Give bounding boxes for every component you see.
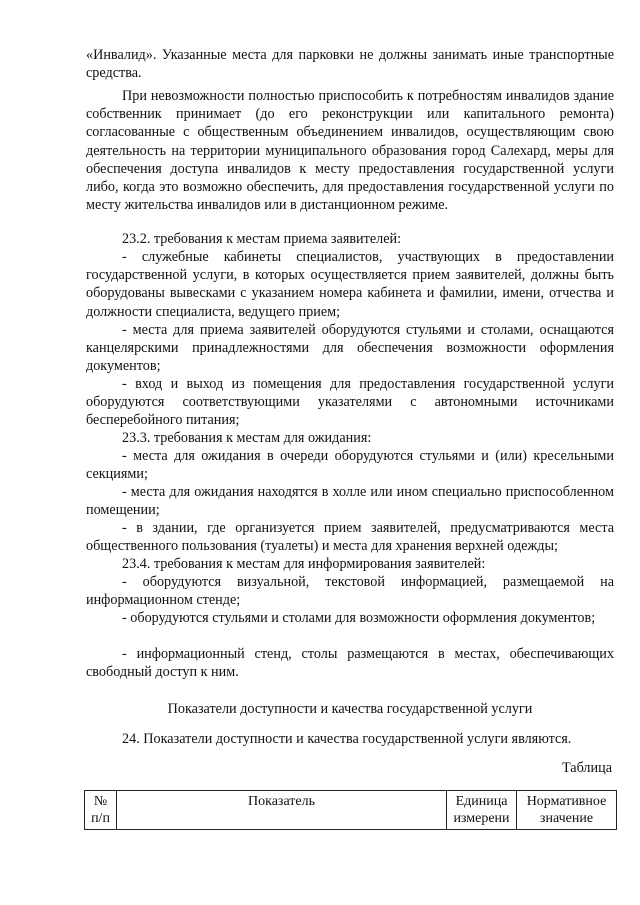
paragraph-reception-places: - места для приема заявителей оборудуются стульями и столами, оснащаются канцелярскими принадлежностями для обеспечения возможности оформления документов; [86,322,614,375]
paragraph-offices: - служебные кабинеты специалистов, участвующих в предоставлении государственной услуги, в которых осуществляется прием заявителей, должны быть оборудованы вывесками с указанием номера кабинета и фамилии, имени, отчества и должности специалиста, ведущего прием; [86,249,614,320]
header-number-line1: № [93,794,108,809]
section-heading: Показатели доступности и качества государственной услуги [167,701,533,717]
header-number-line2: п/п [91,811,110,826]
paragraph-chairs-tables: - оборудуются стульями и столами для возможности оформления документов; [122,610,596,626]
paragraph-23-2-heading: 23.2. требования к местам приема заявителей: [122,231,402,247]
paragraph-free-access: - информационный стенд, столы размещаются в местах, обеспечивающих свободный доступ к ним. [86,646,614,681]
header-unit-line1: Единица [455,794,508,809]
paragraph-info-stand: - оборудуются визуальной, текстовой информацией, размещаемой на информационном стенде; [86,574,614,609]
section-paragraph: 24. Показатели доступности и качества государственной услуги являются. [122,731,572,747]
paragraph-entrance-exit: - вход и выход из помещения для предоставления государственной услуги оборудуются соответствующими указателями с автономными источниками бесперебойного питания; [86,376,614,429]
header-unit-line2: измерени [453,811,510,826]
paragraph-23-4-heading: 23.4. требования к местам для информирования заявителей: [122,556,486,572]
indicators-table [84,790,617,830]
table-header-row [85,791,617,830]
paragraph-23-3-heading: 23.3. требования к местам для ожидания: [122,430,372,446]
header-normative-line1: Нормативное [526,794,607,809]
table-caption: Таблица [561,760,612,776]
paragraph-public-facilities: - в здании, где организуется прием заявителей, предусматриваются места общественного пользования (туалеты) и места для хранения верхней одежды; [86,520,614,555]
paragraph-parking: «Инвалид». Указанные места для парковки не должны занимать иные транспортные средства. [86,47,614,82]
header-unit [447,791,517,830]
paragraph-waiting-hall: - места для ожидания находятся в холле или ином специально приспособленном помещении; [86,484,614,519]
paragraph-waiting-queue: - места для ожидания в очереди оборудуются стульями и (или) кресельными секциями; [86,448,614,483]
header-indicator-line1: Показатель [248,794,315,809]
header-normative [517,791,617,830]
header-number [85,791,117,830]
header-indicator [117,791,447,830]
paragraph-accessibility: При невозможности полностью приспособить к потребностям инвалидов здание собственник принимает (до его реконструкции или капитального ремонта) согласованные с общественным объединением инвалидов, осуществляющим свою деятельность на территории муниципального образования город Салехард, меры для обеспечения доступа инвалидов к месту предоставления государственной услуги либо, когда это возможно обеспечить, для предоставления государственной услуги по месту жительства инвалидов или в дистанционном режиме. [86,88,614,214]
header-normative-line2: значение [539,811,594,826]
